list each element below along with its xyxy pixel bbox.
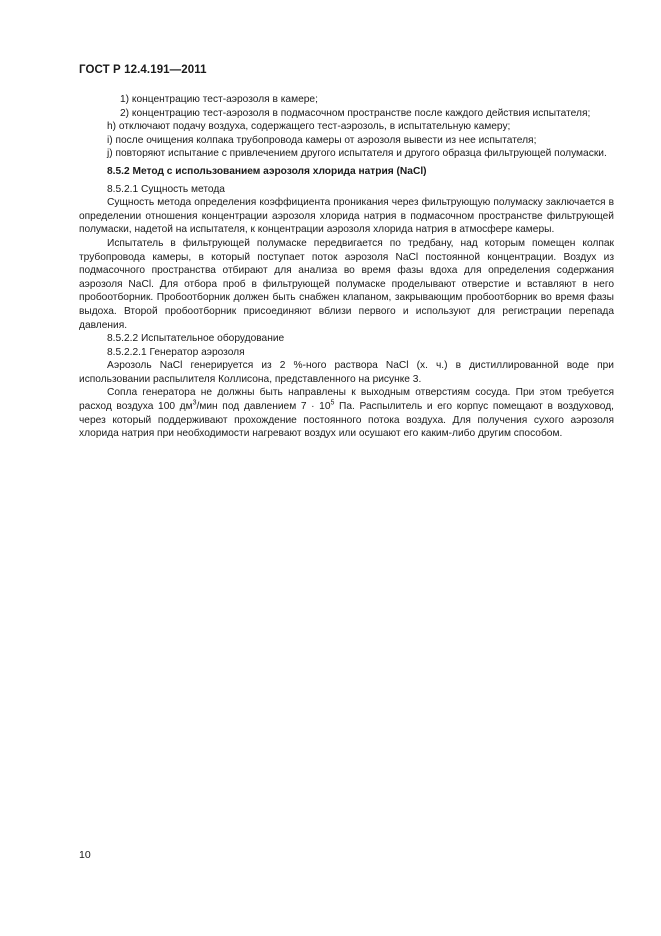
list-item-h: h) отключают подачу воздуха, содержащего тест-аэрозоль, в испытательную камеру; [107,121,511,133]
list-item-1: 1) концентрацию тест-аэрозоля в камере; [120,94,318,105]
subsection-heading-8-5-2-1: 8.5.2.1 Сущность метода [107,183,225,195]
paragraph-test-procedure: Испытатель в фильтрующей полумаске передвигается по тредбану, над которым помещен колпак трубопровода камеры, в который поступает поток аэрозоля NaCl постоянной концентрации. Воздух из подмасочного пространства отбирают для анализа во время фазы вдоха для определения содержания аэрозоля NaCl. Для отбора проб в фильтрующей полумаске проделывают отверстие и вставляют в него пробоотборник. Пробоотборник должен быть снабжен клапаном, закрывающим пробоотборник во время фазы выдоха. Второй пробоотборник присоединяют вблизи первого и используют для регистрации перепада давления. [79,237,614,331]
document-body [79,93,614,441]
superscript-5: 5 [330,399,335,407]
text-run: Сопла генератора не должны быть направлены к выходным отверстиям сосуда. При этом требуется расход воздуха 100 дм [79,387,614,413]
paragraph-method-essence: Сущность метода определения коэффициента проникания через фильтрующую полумаску заключается в определении отношения концентрации аэрозоля хлорида натрия в подмасочном пространстве фильтрующей полумаски, надетой на испытателя, к концентрации аэрозоля хлорида натрия в атмосфере камеры. [79,197,614,236]
page-number: 10 [79,849,91,861]
paragraph-aerosol-generation: Аэрозоль NaCl генерируется из 2 %-ного раствора NaCl (х. ч.) в дистиллированной воде при использовании распылителя Коллисона, представленного на рисунке 3. [79,360,614,385]
paragraph-generator-nozzles [79,386,614,440]
list-item-2: 2) концентрацию тест-аэрозоля в подмасочном пространстве после каждого действия испытателя; [120,107,591,119]
subsection-heading-8-5-2-2: 8.5.2.2 Испытательное оборудование [107,333,285,345]
list-item-j: j) повторяют испытание с привлечением другого испытателя и другого образца фильтрующей полумаски. [107,148,607,160]
section-heading-8-5-2: 8.5.2 Метод с использованием аэрозоля хлорида натрия (NaCl) [107,165,427,177]
document-header: ГОСТ Р 12.4.191—2011 [79,64,207,76]
text-run: Па. Распылитель и его корпус помещают в воздуховод, через который поддерживают прохождение постоянного потока воздуха. Для получения сухого аэрозоля хлорида натрия при необходимости нагревают воздух или осушают его каким-либо другим способом. [79,401,614,440]
superscript-3: 3 [192,399,197,407]
subsection-heading-8-5-2-2-1: 8.5.2.2.1 Генератор аэрозоля [107,346,245,358]
text-run: /мин под давлением 7 · 10 [196,401,331,413]
list-item-i: i) после очищения колпака трубопровода камеры от аэрозоля вывести из нее испытателя; [107,134,537,146]
